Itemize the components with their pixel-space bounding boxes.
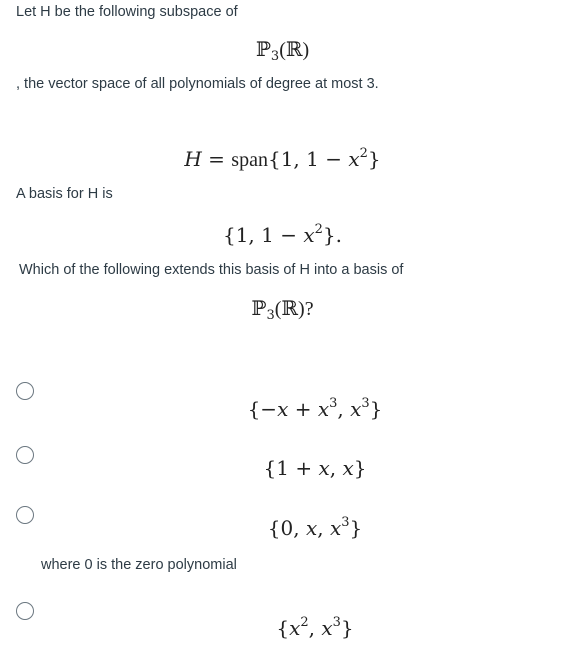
space-formula (0, 36, 565, 63)
target-formula (0, 295, 565, 322)
choice-2-part: , (329, 456, 343, 480)
choice-3-part: {0, (267, 516, 306, 540)
space-sub: 3 (270, 49, 280, 64)
h-span: span (231, 149, 268, 171)
choice-4-part: { (276, 616, 290, 640)
choice-2-var: x (342, 456, 354, 480)
h-symbol: H (184, 147, 202, 171)
prompt-text: Which of the following extends this basis of H into a basis of (19, 262, 404, 278)
choice-4-formula[interactable] (0, 615, 565, 641)
choice-4-part: , (308, 616, 322, 640)
basis-open: {1, 1 − (222, 223, 304, 247)
choice-1-part: , (337, 397, 351, 421)
basis-var: x (303, 223, 315, 247)
choice-3-formula[interactable] (0, 515, 565, 541)
choice-2-formula[interactable] (0, 455, 565, 481)
target-sub: 3 (266, 308, 275, 323)
basis-exp: 2 (314, 222, 323, 237)
choice-4-var: x (289, 616, 301, 640)
h-set-close: } (367, 147, 381, 171)
choice-4-var: x (321, 616, 333, 640)
h-var: x (348, 147, 360, 171)
choice-1-var: x (277, 397, 289, 421)
choice-1-formula[interactable] (0, 396, 565, 422)
choice-3-exp: 3 (341, 515, 350, 530)
space-symbol: ℙ (255, 39, 271, 61)
choice-1-part: } (369, 397, 383, 421)
choice-4-exp: 2 (300, 615, 309, 630)
choice-4-exp: 3 (332, 615, 341, 630)
choice-1-exp: 3 (361, 396, 370, 411)
choice-1-part: {− (247, 397, 278, 421)
choice-3-part: } (349, 516, 363, 540)
h-equals: = (201, 147, 232, 171)
choice-3-var: x (305, 516, 318, 540)
choice-1-part: + (288, 397, 318, 421)
choice-3-var: x (329, 516, 342, 540)
target-field: (ℝ)? (274, 298, 314, 320)
choice-1-var: x (350, 397, 362, 421)
choice-2-part: } (353, 456, 367, 480)
h-definition (0, 146, 565, 173)
choice-1-exp: 3 (329, 396, 338, 411)
h-set-open: {1, 1 − (267, 147, 349, 171)
intro-text: Let H be the following subspace of (16, 4, 238, 20)
space-field: (ℝ) (279, 39, 310, 61)
basis-formula (0, 222, 565, 248)
h-exp: 2 (359, 146, 368, 161)
target-symbol: ℙ (251, 298, 267, 320)
space-description: , the vector space of all polynomials of degree at most 3. (16, 76, 379, 92)
choice-1-var: x (317, 397, 330, 421)
choice-3-part: , (317, 516, 330, 540)
choice-3-note: where 0 is the zero polynomial (41, 557, 237, 573)
basis-label: A basis for H is (16, 186, 113, 202)
choice-2-var: x (318, 456, 330, 480)
basis-close: }. (322, 223, 343, 247)
choice-4-part: } (340, 616, 354, 640)
choice-2-part: {1 + (263, 456, 319, 480)
